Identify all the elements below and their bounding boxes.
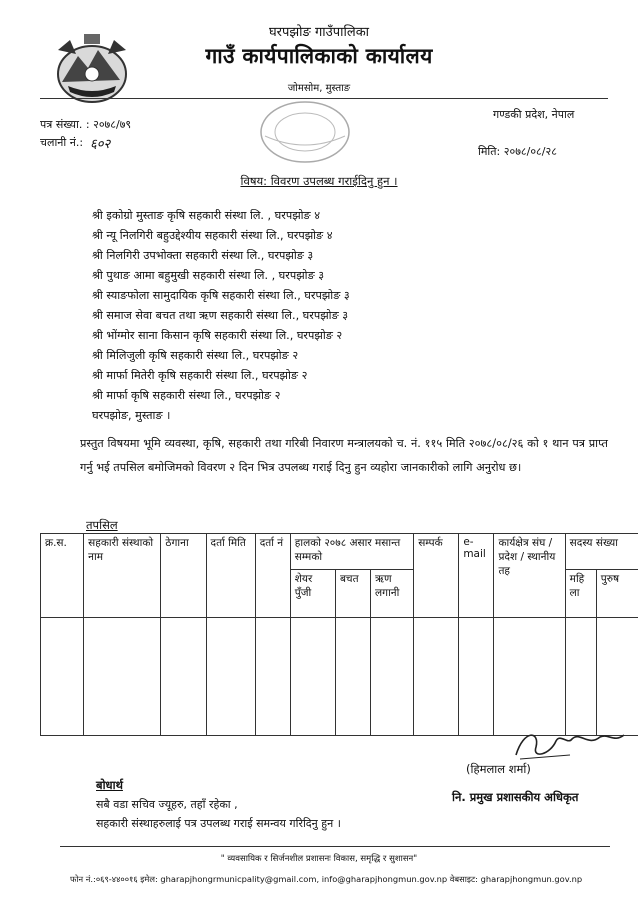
addressee-line: श्री इकोग्रो मुस्ताङ कृषि सहकारी संस्था लि. , घरपझोङ ४ bbox=[92, 209, 321, 222]
letter-subject: विषय: विवरण उपलब्ध गराईदिनु हुन । bbox=[240, 174, 398, 188]
col-saving: बचत bbox=[335, 570, 370, 618]
municipality-name: घरपझोङ गाउँपालिका bbox=[268, 25, 370, 40]
footer-motto: " व्यवसायिक र सिर्जनशील प्रशासनः विकास, समृद्धि र सुशासन" bbox=[220, 854, 418, 864]
signatory-name: (हिमलाल शर्मा) bbox=[466, 762, 531, 776]
table-row bbox=[41, 618, 638, 736]
addressee-line: श्री न्यू निलगिरी बहुउद्देश्यीय सहकारी संस्था लि., घरपझोङ ४ bbox=[92, 229, 333, 242]
col-reg-date: दर्ता मिति bbox=[206, 534, 255, 618]
col-male: पुरुष bbox=[596, 570, 638, 618]
table-caption: तपसिल bbox=[86, 518, 118, 532]
addressee-line: श्री मार्फा कृषि सहकारी संस्था लि., घरपझोङ २ bbox=[92, 389, 281, 402]
handwritten-signature bbox=[510, 725, 630, 765]
col-contact: सम्पर्क bbox=[414, 534, 459, 618]
col-address: ठेगाना bbox=[161, 534, 206, 618]
addressee-line: श्री पुथाङ आमा बहुमुखी सहकारी संस्था लि. , घरपझोङ ३ bbox=[92, 269, 325, 282]
addressee-line: श्री स्याङफोला सामुदायिक कृषि सहकारी संस्था लि., घरपझोङ ३ bbox=[92, 289, 350, 302]
addressee-line: श्री मिलिजुली कृषि सहकारी संस्था लि., घरपझोङ २ bbox=[92, 349, 299, 362]
addressee-line: घरपझोङ, मुस्ताङ । bbox=[92, 409, 171, 422]
addressee-line: श्री समाज सेवा बचत तथा ऋण सहकारी संस्था लि., घरपझोङ ३ bbox=[92, 309, 349, 322]
details-table bbox=[40, 533, 638, 736]
cc-line: सबै वडा सचिव ज्यूहरु, तहाँ रहेका , bbox=[96, 798, 238, 811]
addressee-line: श्री भोंग्मोर साना किसान कृषि सहकारी संस्था लि., घरपझोङ २ bbox=[92, 329, 343, 342]
col-status: हालको २०७८ असार मसान्त सम्मको bbox=[290, 534, 413, 570]
col-name: सहकारी संस्थाको नाम bbox=[84, 534, 161, 618]
office-title: गाउँ कार्यपालिकाको कार्यालय bbox=[205, 44, 433, 68]
letter-number: पत्र संख्या. : २०७८/७९ bbox=[40, 118, 132, 131]
letter-date: मिति: २०७८/०८/२८ bbox=[478, 145, 557, 158]
col-members: सदस्य संख्या bbox=[565, 534, 638, 570]
signatory-title: नि. प्रमुख प्रशासकीय अधिकृत bbox=[452, 790, 579, 804]
col-female: महि ला bbox=[565, 570, 596, 618]
body-paragraph: प्रस्तुत विषयमा भूमि व्यवस्था, कृषि, सहकारी तथा गरिबी निवारण मन्त्रालयको च. नं. ११५ मिति २०७८/०८/२६ को १ थान पत्र प्राप्त गर्नु भई तपसिल बमोजिमको विवरण २ दिन भित्र उपलब्ध गराई दिनु हुन व्यहोरा जानकारीको लागि अनुरोध छ। bbox=[80, 437, 608, 474]
addressee-line: श्री निलगिरी उपभोक्ता सहकारी संस्था लि., घरपझोङ ३ bbox=[92, 249, 314, 262]
cc-heading: बोधार्थ bbox=[96, 778, 123, 792]
col-reg-no: दर्ता नं bbox=[255, 534, 290, 618]
office-location: जोमसोम, मुस्ताङ bbox=[287, 83, 351, 94]
col-scope: कार्यक्षेत्र संघ / प्रदेश / स्थानीय तह bbox=[494, 534, 565, 618]
cc-line: सहकारी संस्थाहरुलाई पत्र उपलब्ध गराई समन्वय गरिदिनु हुन । bbox=[96, 817, 341, 830]
office-stamp bbox=[255, 98, 355, 166]
addressee-line: श्री मार्फा मितेरी कृषि सहकारी संस्था लि., घरपझोङ २ bbox=[92, 369, 308, 382]
col-share: शेयर पुँजी bbox=[290, 570, 335, 618]
dispatch-number: ६०२ bbox=[90, 137, 111, 152]
province-name: गण्डकी प्रदेश, नेपाल bbox=[493, 108, 575, 121]
footer-rule bbox=[60, 846, 610, 847]
col-loan: ऋण लगानी bbox=[371, 570, 414, 618]
dispatch-label: चलानी नं.: bbox=[40, 136, 84, 149]
footer-contact: फोन नं.:०६९-४४००१६ इमेल: gharapjhongrmunicpality@gmail.com, info@gharapjhongmun.gov.np वेबसाइट: gharapjhongmun.gov.np bbox=[70, 874, 583, 884]
col-email: e-mail bbox=[459, 534, 494, 618]
col-sn: क्र.स. bbox=[41, 534, 84, 618]
